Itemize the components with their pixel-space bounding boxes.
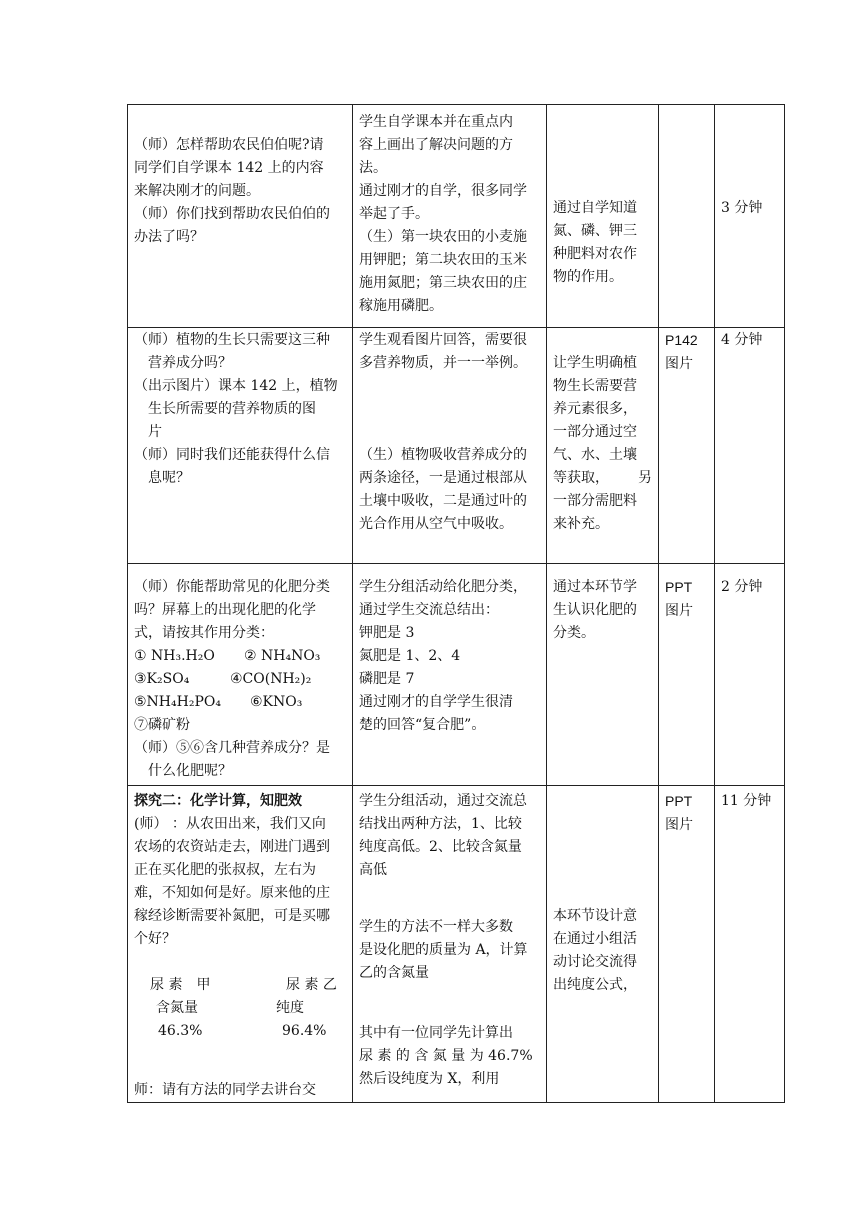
student-activity-cell	[353, 328, 547, 564]
teacher-line: 同学们自学课本 142 上的内容	[134, 160, 324, 176]
teacher-line: 农场的农资站走去，刚进门遇到	[134, 839, 330, 855]
student-line: 通过刚才的自学学生很清	[359, 694, 513, 710]
student-line: 高低	[359, 862, 387, 878]
media-cell	[659, 105, 715, 328]
compare-left-label: 含氮量	[156, 1000, 198, 1016]
compare-head-row	[134, 974, 346, 997]
student-activity-cell	[353, 564, 547, 786]
teacher-line: （师）你们找到帮助农民伯伯的	[134, 206, 330, 222]
intent-line: 种肥料对农作	[553, 246, 637, 262]
formula-item: ③K₂SO₄	[134, 671, 190, 687]
student-line: 通过刚才的自学，很多同学	[359, 183, 527, 199]
formula-line: ⑦磷矿粉	[134, 717, 190, 733]
time-cell	[715, 786, 785, 1103]
design-intent-cell	[547, 564, 659, 786]
teacher-line: 办法了吗？	[134, 229, 204, 245]
student-line: 容上画出了解决问题的方	[359, 137, 513, 153]
student-line: 两条途径，一是通过根部从	[359, 470, 527, 486]
teacher-line: （师）植物的生长只需要这三种	[134, 332, 330, 348]
teacher-line: 吗？屏幕上的出现化肥的化学	[134, 602, 316, 618]
design-intent-cell	[547, 786, 659, 1103]
student-line: 学生分组活动，通过交流总	[359, 793, 527, 809]
teacher-line: (师） ：从农田出来，我们又向	[134, 816, 326, 832]
lesson-plan-table	[127, 104, 785, 1103]
intent-fragment: 部分需肥料	[567, 493, 637, 509]
teacher-activity-cell	[128, 786, 353, 1103]
student-line: 氮肥是 1、2、4	[359, 648, 461, 664]
student-line: 学生分组活动给化肥分类，	[359, 579, 527, 595]
teacher-line: （师）你能帮助常见的化肥分类	[134, 579, 330, 595]
media-line: 图片	[665, 355, 693, 371]
intent-line: 出纯度公式，	[553, 977, 637, 993]
teacher-line: 营养成分吗？	[148, 355, 232, 371]
student-line: （生）植物吸收营养成分的	[359, 447, 527, 463]
intent-fragment: 另	[638, 470, 652, 486]
intent-line: 气、水、土壤	[553, 447, 637, 463]
intent-line	[553, 490, 652, 513]
compare-right-value: 96.4%	[282, 1023, 327, 1039]
media-cell	[659, 786, 715, 1103]
student-line: 举起了手。	[359, 206, 429, 222]
teacher-line: （师）同时我们还能获得什么信	[134, 447, 330, 463]
teacher-line: 生长所需要的营养物质的图	[148, 401, 316, 417]
compare-right-label: 纯度	[276, 1000, 304, 1016]
teacher-line: 正在买化肥的张叔叔，左右为	[134, 862, 316, 878]
formula-item: ⑥KNO₃	[250, 694, 303, 710]
student-line: 其中有一位同学先计算出	[359, 1025, 513, 1041]
student-line: 纯度高低。2、比较含氮量	[359, 839, 522, 855]
design-intent-cell	[547, 105, 659, 328]
compare-left-head: 尿 素 甲	[150, 977, 211, 993]
formula-item: ① NH₃.H₂O	[134, 648, 215, 664]
student-activity-cell	[353, 105, 547, 328]
student-line: 是设化肥的质量为 A，计算	[359, 942, 528, 958]
formula-item: ④CO(NH₂)₂	[230, 671, 312, 687]
formula-item: ② NH₄NO₃	[244, 648, 321, 664]
teacher-activity-cell	[128, 564, 353, 786]
intent-line: 让学生明确植	[553, 355, 637, 371]
design-intent-cell	[547, 328, 659, 564]
intent-line: 本环节设计意	[553, 908, 637, 924]
student-line: 稼施用磷肥。	[359, 298, 443, 314]
formula-line	[134, 691, 346, 714]
intent-line: 来补充。	[553, 516, 609, 532]
intent-line	[553, 467, 652, 490]
intent-fragment: 等获取，	[553, 470, 609, 486]
formula-line	[134, 668, 346, 691]
teacher-line: 息呢？	[148, 470, 190, 486]
table-row	[128, 105, 785, 328]
student-line: 学生的方法不一样大多数	[359, 919, 513, 935]
student-line: 通过学生交流总结出：	[359, 602, 499, 618]
intent-fragment: 一	[553, 493, 567, 509]
teacher-line: 稼经诊断需要补氮肥，可是买哪	[134, 908, 330, 924]
table-row	[128, 564, 785, 786]
time-cell	[715, 564, 785, 786]
compare-left-value: 46.3%	[158, 1023, 203, 1039]
media-line: 图片	[665, 602, 693, 618]
student-line: 乙的含氮量	[359, 965, 429, 981]
teacher-line: （师）⑤⑥含几种营养成分？是	[134, 740, 330, 756]
student-line: 施用氮肥；第三块农田的庄	[359, 275, 527, 291]
time-label: 3 分钟	[721, 200, 763, 216]
media-line: PPT	[665, 579, 693, 595]
student-line: 土壤中吸收，二是通过叶的	[359, 493, 527, 509]
compare-label-row	[134, 997, 346, 1020]
media-cell	[659, 564, 715, 786]
media-line: PPT	[665, 793, 693, 809]
intent-line: 养元素很多，	[553, 401, 637, 417]
compare-value-row	[134, 1020, 346, 1043]
student-line: 光合作用从空气中吸收。	[359, 516, 513, 532]
intent-line: 通过本环节学	[553, 579, 637, 595]
student-line: 结找出两种方法，1、比较	[359, 816, 522, 832]
student-line: 学生自学课本并在重点内	[359, 114, 513, 130]
teacher-line: 什么化肥呢？	[148, 763, 232, 779]
table-row	[128, 786, 785, 1103]
student-line: 尿 素 的 含 氮 量 为 46.7%	[359, 1048, 533, 1064]
media-line: 图片	[665, 816, 693, 832]
intent-line: 分类。	[553, 625, 595, 641]
intent-line: 动讨论交流得	[553, 954, 637, 970]
student-line: 楚的回答“复合肥”。	[359, 717, 486, 733]
student-activity-cell	[353, 786, 547, 1103]
media-cell	[659, 328, 715, 564]
intent-line: 物的作用。	[553, 269, 623, 285]
teacher-line: （师）怎样帮助农民伯伯呢?请	[134, 137, 324, 153]
student-line: 用钾肥；第二块农田的玉米	[359, 252, 527, 268]
student-line: 法。	[359, 160, 387, 176]
student-line: 钾肥是 3	[359, 625, 415, 641]
teacher-line: 难，不知如何是好。原来他的庄	[134, 885, 330, 901]
intent-line: 在通过小组活	[553, 931, 637, 947]
compare-right-head: 尿 素 乙	[286, 977, 337, 993]
student-line: （生）第一块农田的小麦施	[359, 229, 527, 245]
time-label: 2 分钟	[721, 579, 763, 595]
student-line: 然后设纯度为 X，利用	[359, 1071, 500, 1087]
time-label: 11 分钟	[721, 793, 772, 809]
teacher-activity-cell	[128, 328, 353, 564]
formula-line	[134, 645, 346, 668]
teacher-line: 式，请按其作用分类：	[134, 625, 274, 641]
formula-item: ⑤NH₄H₂PO₄	[134, 694, 221, 710]
teacher-line: 师：请有方法的同学去讲台交	[134, 1082, 316, 1098]
media-line: P142	[665, 332, 698, 348]
time-label: 4 分钟	[721, 332, 763, 348]
teacher-activity-cell	[128, 105, 353, 328]
intent-line: 氮、磷、钾三	[553, 223, 637, 239]
intent-line: 一部分通过空	[553, 424, 637, 440]
time-cell	[715, 105, 785, 328]
teacher-line: 个好？	[134, 931, 176, 947]
table-row	[128, 328, 785, 564]
intent-line: 物生长需要营	[553, 378, 637, 394]
student-line: 学生观看图片回答，需要很	[359, 332, 527, 348]
section-title: 探究二：化学计算，知肥效	[134, 793, 302, 809]
intent-line: 生认识化肥的	[553, 602, 637, 618]
student-line: 多营养物质，并一一举例。	[359, 355, 527, 371]
intent-line: 通过自学知道	[553, 200, 637, 216]
teacher-line: 片	[148, 424, 162, 440]
teacher-line: 来解决刚才的问题。	[134, 183, 260, 199]
time-cell	[715, 328, 785, 564]
teacher-line: （出示图片）课本 142 上，植物	[134, 378, 338, 394]
student-line: 磷肥是 7	[359, 671, 415, 687]
